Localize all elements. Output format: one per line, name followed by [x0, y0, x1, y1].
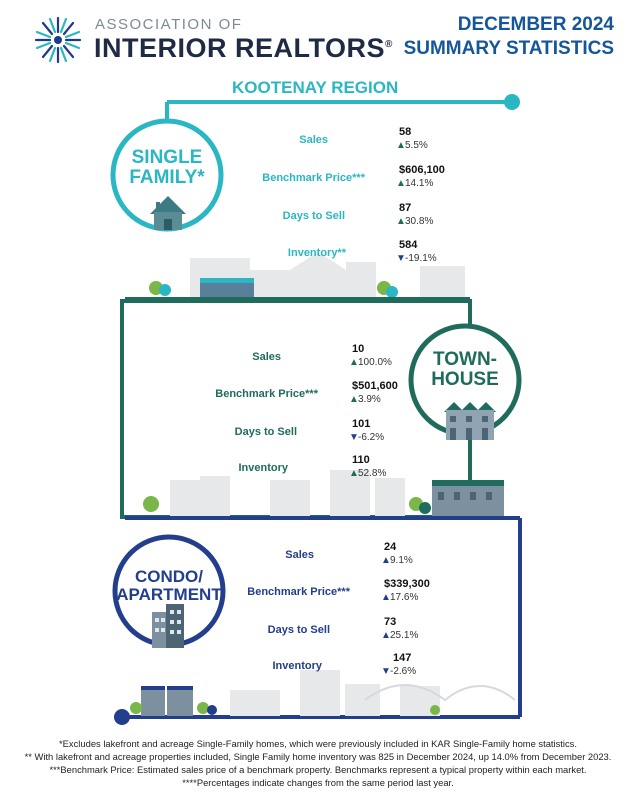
- footnote-4: ****Percentages indicate changes from the same period last year.: [182, 777, 454, 788]
- stat-change-value: 17.6%: [390, 592, 419, 603]
- condo-title: [113, 568, 225, 604]
- arrow-down-icon: ▼: [381, 666, 391, 677]
- condo-title-line2: APARTMENT: [116, 584, 222, 604]
- stat-change-value: 30.8%: [405, 216, 434, 227]
- stat-change: [396, 216, 433, 227]
- stat-change-value: 3.9%: [358, 394, 381, 405]
- stat-value: $339,300: [384, 578, 430, 590]
- arrow-up-icon: ▲: [381, 592, 391, 603]
- stat-change: [349, 468, 386, 479]
- stat-change-value: -2.6%: [390, 666, 417, 677]
- stat-value: 87: [399, 202, 412, 214]
- logo-starburst-icon: [36, 18, 80, 62]
- arrow-up-icon: ▲: [349, 357, 359, 368]
- stat-label: Days to Sell: [282, 210, 345, 222]
- stat-change-value: -19.1%: [405, 253, 437, 264]
- stat-change: [349, 357, 392, 368]
- stat-label: Days to Sell: [234, 426, 297, 438]
- arrow-up-icon: ▲: [381, 630, 391, 641]
- arrow-up-icon: ▲: [349, 394, 359, 405]
- logo-registered-mark: ®: [385, 39, 393, 50]
- stat-change-value: 25.1%: [390, 630, 419, 641]
- stat-label: Inventory: [272, 660, 322, 672]
- townhouse-row-icon: [432, 480, 504, 516]
- footnote-1: *Excludes lakefront and acreage Single-Family homes, which were previously included in KAR Single-Family home statistics.: [59, 738, 577, 749]
- stat-value: 110: [352, 454, 370, 466]
- townhouse-icon: [444, 402, 496, 440]
- stat-change-value: 5.5%: [405, 140, 428, 151]
- logo-line1: ASSOCIATION OF: [95, 16, 243, 33]
- townhouse-title: [411, 350, 519, 390]
- stat-value: $501,600: [352, 380, 398, 392]
- stat-label: Inventory**: [287, 247, 346, 259]
- stat-change-value: 14.1%: [405, 178, 434, 189]
- stat-change: [381, 630, 418, 641]
- stat-change: [381, 592, 418, 603]
- townhouse-title-line2: HOUSE: [431, 368, 499, 390]
- arrow-up-icon: ▲: [349, 468, 359, 479]
- stat-label: Sales: [252, 351, 281, 363]
- region-title: KOOTENAY REGION: [232, 78, 399, 97]
- stat-value: 73: [384, 616, 397, 628]
- report-title: SUMMARY STATISTICS: [403, 38, 614, 59]
- logo-name: INTERIOR REALTORS: [94, 33, 386, 63]
- stat-change-value: 100.0%: [358, 357, 392, 368]
- logo-line2: [94, 33, 393, 64]
- stat-label: Days to Sell: [267, 624, 330, 636]
- stat-label: Sales: [299, 134, 328, 146]
- single-family-title: [113, 148, 221, 188]
- arrow-up-icon: ▲: [396, 178, 406, 189]
- arrow-up-icon: ▲: [396, 216, 406, 227]
- stat-change: [349, 394, 381, 405]
- townhouse-title-line1: TOWN-: [432, 349, 498, 370]
- stat-change: [396, 140, 428, 151]
- single-family-title-line2: FAMILY*: [129, 166, 205, 188]
- stat-change-value: 9.1%: [390, 555, 413, 566]
- stat-value: 24: [384, 541, 397, 553]
- stat-label: Benchmark Price***: [262, 172, 365, 184]
- stat-label: Inventory: [238, 462, 288, 474]
- arrow-down-icon: ▼: [349, 432, 359, 443]
- stat-value: 58: [399, 126, 412, 138]
- stat-change: [381, 555, 413, 566]
- stat-change: [349, 432, 384, 443]
- single-family-title-line1: SINGLE: [131, 147, 203, 168]
- arrow-up-icon: ▲: [381, 555, 391, 566]
- footnote-3: ***Benchmark Price: Estimated sales price of a benchmark property. Benchmarks represent a typical property within each market.: [49, 764, 587, 775]
- stat-value: $606,100: [399, 164, 445, 176]
- stat-change-value: 52.8%: [358, 468, 387, 479]
- footnote-2: ** With lakefront and acreage properties included, Single Family home inventory was 825 in December 2024, up 14.0% from December 2023.: [24, 751, 612, 762]
- stat-label: Benchmark Price***: [215, 388, 318, 400]
- arrow-up-icon: ▲: [396, 140, 406, 151]
- stat-label: Sales: [285, 549, 314, 561]
- report-date: DECEMBER 2024: [457, 14, 614, 35]
- condo-title-line1: CONDO/: [135, 567, 203, 586]
- stat-change: [396, 178, 433, 189]
- stat-change-value: -6.2%: [358, 432, 385, 443]
- stat-change: [381, 666, 416, 677]
- stat-label: Benchmark Price***: [247, 586, 350, 598]
- condo-buildings-icon: [141, 686, 193, 716]
- stat-value: 584: [399, 239, 418, 251]
- stat-value: 147: [393, 652, 412, 664]
- stat-value: 101: [352, 418, 371, 430]
- stat-value: 10: [352, 343, 365, 355]
- arrow-down-icon: ▼: [396, 253, 406, 264]
- stat-change: [396, 253, 437, 264]
